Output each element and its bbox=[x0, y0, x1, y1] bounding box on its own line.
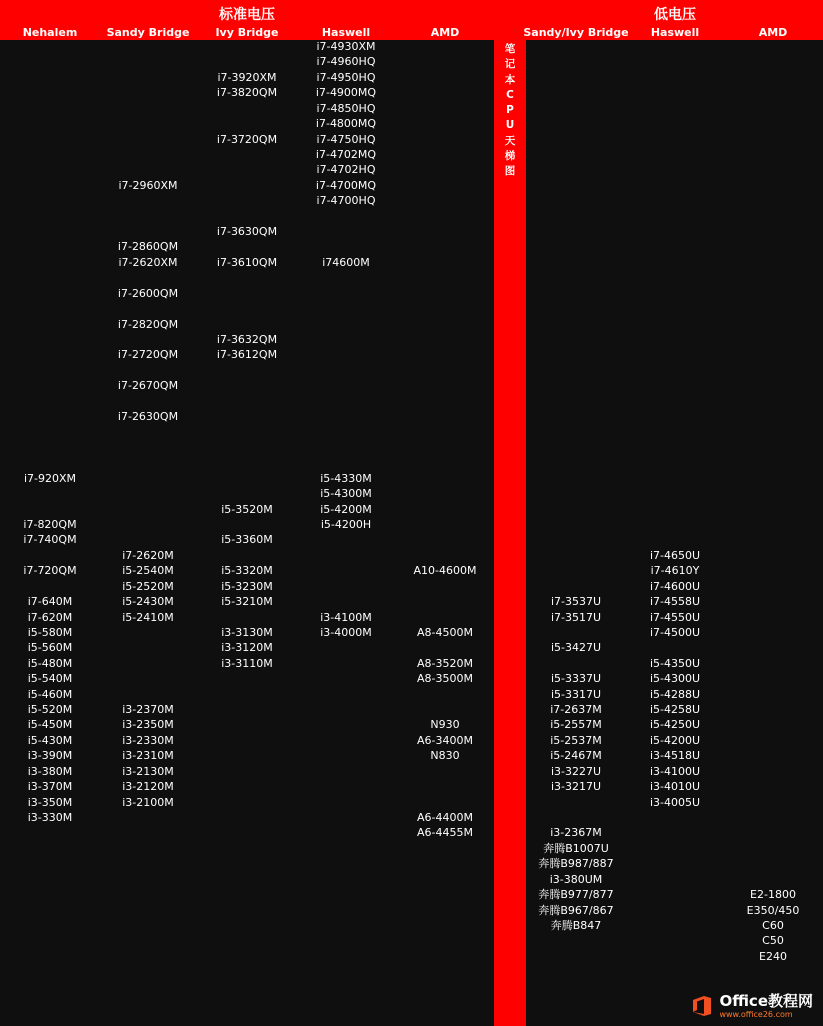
cpu-cell: i7-2630QM bbox=[117, 410, 179, 424]
cpu-cell: i3-4100M bbox=[320, 610, 372, 624]
cpu-cell: i5-3317U bbox=[550, 687, 602, 701]
watermark bbox=[690, 992, 813, 1020]
cpu-cell: i7-3630QM bbox=[216, 225, 278, 239]
cpu-cell: i3-380M bbox=[27, 764, 73, 778]
office-logo-icon bbox=[690, 994, 714, 1018]
cpu-cell: i5-3210M bbox=[221, 595, 273, 609]
cpu-cell: i3-3130M bbox=[221, 625, 273, 639]
cpu-cell: i5-2557M bbox=[550, 718, 602, 732]
cpu-cell: C50 bbox=[762, 934, 784, 948]
cpu-cell: i7-2620M bbox=[122, 548, 174, 562]
cpu-cell: i5-3520M bbox=[221, 502, 273, 516]
side-label-char: 图 bbox=[504, 165, 516, 178]
cpu-cell: i3-2310M bbox=[122, 749, 174, 763]
side-label bbox=[494, 42, 526, 180]
side-label-char: U bbox=[505, 119, 515, 132]
cpu-cell: i7-4800MQ bbox=[315, 117, 377, 131]
cpu-cell: i7-3820QM bbox=[216, 86, 278, 100]
cpu-cell: i5-580M bbox=[27, 625, 73, 639]
cpu-cell: i7-4550U bbox=[649, 610, 701, 624]
side-label-char: C bbox=[506, 88, 514, 101]
side-label-char: 本 bbox=[504, 73, 516, 86]
standard-voltage-title: 标准电压 bbox=[219, 7, 275, 23]
cpu-cell: i5-2540M bbox=[122, 564, 174, 578]
cpu-cell: i3-2370M bbox=[122, 703, 174, 717]
cpu-cell: A6-4455M bbox=[417, 826, 473, 840]
cpu-cell: A8-3520M bbox=[417, 656, 473, 670]
cpu-cell: A6-3400M bbox=[417, 733, 473, 747]
cpu-cell: i3-2367M bbox=[550, 826, 602, 840]
col-header-low-haswell: Haswell bbox=[650, 26, 700, 39]
cpu-cell: i5-2520M bbox=[122, 579, 174, 593]
cpu-cell: i3-2330M bbox=[122, 733, 174, 747]
cpu-cell: i5-2467M bbox=[550, 749, 602, 763]
side-label-char: P bbox=[506, 104, 514, 117]
cpu-cell: i7-2860QM bbox=[117, 240, 179, 254]
cpu-cell: i7-4900MQ bbox=[315, 86, 377, 100]
cpu-cell: i7-2820QM bbox=[117, 317, 179, 331]
cpu-cell: i5-480M bbox=[27, 656, 73, 670]
cpu-cell: i3-350M bbox=[27, 795, 73, 809]
cpu-cell: i7-740QM bbox=[23, 533, 77, 547]
cpu-cell: i5-2410M bbox=[122, 610, 174, 624]
cpu-cell: i7-3517U bbox=[550, 610, 602, 624]
col-header-low-sandy-ivy: Sandy/Ivy Bridge bbox=[523, 26, 629, 39]
cpu-cell: i3-2120M bbox=[122, 780, 174, 794]
col-header-haswell: Haswell bbox=[321, 26, 371, 39]
cpu-cell: i3-4005U bbox=[649, 795, 701, 809]
cpu-cell: i3-4100U bbox=[649, 764, 701, 778]
cpu-cell: i7-4500U bbox=[649, 625, 701, 639]
cpu-cell: i5-4200U bbox=[649, 733, 701, 747]
col-header-sandy-bridge: Sandy Bridge bbox=[106, 26, 190, 39]
low-voltage-title: 低电压 bbox=[654, 7, 696, 23]
cpu-cell: i7-2720QM bbox=[117, 348, 179, 362]
cpu-cell: N930 bbox=[430, 718, 460, 732]
cpu-cell: i3-4000M bbox=[320, 625, 372, 639]
cpu-cell: i7-3720QM bbox=[216, 132, 278, 146]
cpu-cell: 奔腾B967/867 bbox=[538, 903, 614, 917]
cpu-cell: i7-640M bbox=[27, 595, 73, 609]
cpu-cell: i7-3610QM bbox=[216, 255, 278, 269]
cpu-cell: i3-330M bbox=[27, 811, 73, 824]
cpu-cell: i7-4558U bbox=[649, 595, 701, 609]
cpu-cell: i5-4200M bbox=[320, 502, 372, 516]
col-header-amd: AMD bbox=[430, 26, 460, 39]
cpu-cell: i3-380UM bbox=[549, 872, 603, 886]
cpu-cell: A6-4400M bbox=[417, 811, 473, 824]
cpu-cell: i5-520M bbox=[27, 703, 73, 717]
cpu-cell: i7-4610Y bbox=[650, 564, 700, 578]
col-header-nehalem: Nehalem bbox=[22, 26, 78, 39]
cpu-cell: i5-4300M bbox=[320, 487, 372, 501]
cpu-cell: i5-3427U bbox=[550, 641, 602, 655]
cpu-cell: i7-3612QM bbox=[216, 348, 278, 362]
cpu-cell: A8-3500M bbox=[417, 672, 473, 686]
cpu-cell: i5-3360M bbox=[221, 533, 273, 547]
cpu-cell: i3-3120M bbox=[221, 641, 273, 655]
col-header-ivy-bridge: Ivy Bridge bbox=[215, 26, 279, 39]
cpu-cell: i5-460M bbox=[27, 687, 73, 701]
cpu-cell: i7-3537U bbox=[550, 595, 602, 609]
cpu-cell: 奔腾B977/877 bbox=[538, 888, 614, 902]
cpu-cell: i5-4250U bbox=[649, 718, 701, 732]
cpu-cell: i5-3230M bbox=[221, 579, 273, 593]
cpu-cell: i5-4330M bbox=[320, 471, 372, 485]
cpu-cell: i3-2350M bbox=[122, 718, 174, 732]
cpu-cell: i5-4200H bbox=[320, 518, 372, 532]
cpu-cell: i7-620M bbox=[27, 610, 73, 624]
cpu-cell: i3-3217U bbox=[550, 780, 602, 794]
cpu-cell: i5-2537M bbox=[550, 733, 602, 747]
cpu-cell: i7-4702HQ bbox=[316, 163, 376, 177]
cpu-cell: N830 bbox=[430, 749, 460, 763]
cpu-cell: i5-4300U bbox=[649, 672, 701, 686]
cpu-cell: i7-4600U bbox=[649, 579, 701, 593]
cpu-cell: i7-4700HQ bbox=[316, 194, 376, 208]
cpu-cell: i3-390M bbox=[27, 749, 73, 763]
cpu-cell: i7-4700MQ bbox=[315, 178, 377, 192]
cpu-cell: i7-3632QM bbox=[216, 332, 278, 346]
cpu-cell: i7-4850HQ bbox=[316, 101, 376, 115]
cpu-cell: i5-4350U bbox=[649, 656, 701, 670]
cpu-cell: E350/450 bbox=[746, 903, 800, 917]
cpu-cell: i5-430M bbox=[27, 733, 73, 747]
cpu-cell: i7-820QM bbox=[23, 518, 77, 532]
cpu-cell: i5-450M bbox=[27, 718, 73, 732]
watermark-brand: Office教程网 bbox=[719, 991, 813, 1010]
cpu-cell: i7-2670QM bbox=[117, 379, 179, 393]
cpu-cell: i3-3110M bbox=[221, 656, 273, 670]
cpu-cell: C60 bbox=[762, 918, 784, 932]
watermark-url: www.office26.com bbox=[719, 1009, 793, 1019]
cpu-cell: i5-540M bbox=[27, 672, 73, 686]
cpu-cell: i7-4960HQ bbox=[316, 55, 376, 69]
cpu-cell: i7-920XM bbox=[23, 471, 77, 485]
cpu-cell: i7-720QM bbox=[23, 564, 77, 578]
cpu-cell: i7-4702MQ bbox=[315, 147, 377, 161]
cpu-cell: i3-4518U bbox=[649, 749, 701, 763]
cpu-cell: 奔腾B847 bbox=[550, 918, 602, 932]
cpu-cell: i7-2637M bbox=[550, 703, 602, 717]
cpu-cell: i5-4258U bbox=[649, 703, 701, 717]
cpu-cell: i7-4950HQ bbox=[316, 70, 376, 84]
cpu-cell: i3-4010U bbox=[649, 780, 701, 794]
cpu-cell: i74600M bbox=[322, 255, 370, 269]
side-label-char: 梯 bbox=[504, 150, 516, 163]
col-header-low-amd: AMD bbox=[758, 26, 788, 39]
side-label-char: 记 bbox=[504, 58, 516, 71]
cpu-cell: E2-1800 bbox=[750, 888, 796, 902]
cpu-cell: i7-4750HQ bbox=[316, 132, 376, 146]
cpu-cell: i7-2960XM bbox=[118, 178, 178, 192]
header-bar bbox=[0, 0, 823, 40]
cpu-cell: 奔腾B987/887 bbox=[538, 857, 614, 871]
cpu-cell: i3-2100M bbox=[122, 795, 174, 809]
cpu-cell: i5-3320M bbox=[221, 564, 273, 578]
side-label-char: 笔 bbox=[504, 43, 516, 55]
cpu-cell: 奔腾B1007U bbox=[543, 841, 609, 855]
side-label-char: 天 bbox=[504, 134, 516, 147]
cpu-cell: A8-4500M bbox=[417, 625, 473, 639]
cpu-cell: i7-2620XM bbox=[118, 255, 178, 269]
cpu-cell: i5-4288U bbox=[649, 687, 701, 701]
cpu-cell: i3-3227U bbox=[550, 764, 602, 778]
center-divider bbox=[494, 40, 526, 1026]
cpu-cell: i7-3920XM bbox=[217, 70, 277, 84]
cpu-cell: i7-4930XM bbox=[316, 40, 376, 53]
cpu-cell: i5-3337U bbox=[550, 672, 602, 686]
cpu-cell: i7-4650U bbox=[649, 548, 701, 562]
cpu-cell: i5-560M bbox=[27, 641, 73, 655]
cpu-cell: E240 bbox=[759, 949, 787, 963]
cpu-cell: i7-2600QM bbox=[117, 286, 179, 300]
cpu-cell: A10-4600M bbox=[413, 564, 477, 578]
cpu-cell: i3-2130M bbox=[122, 764, 174, 778]
cpu-cell: i3-370M bbox=[27, 780, 73, 794]
cpu-cell: i5-2430M bbox=[122, 595, 174, 609]
